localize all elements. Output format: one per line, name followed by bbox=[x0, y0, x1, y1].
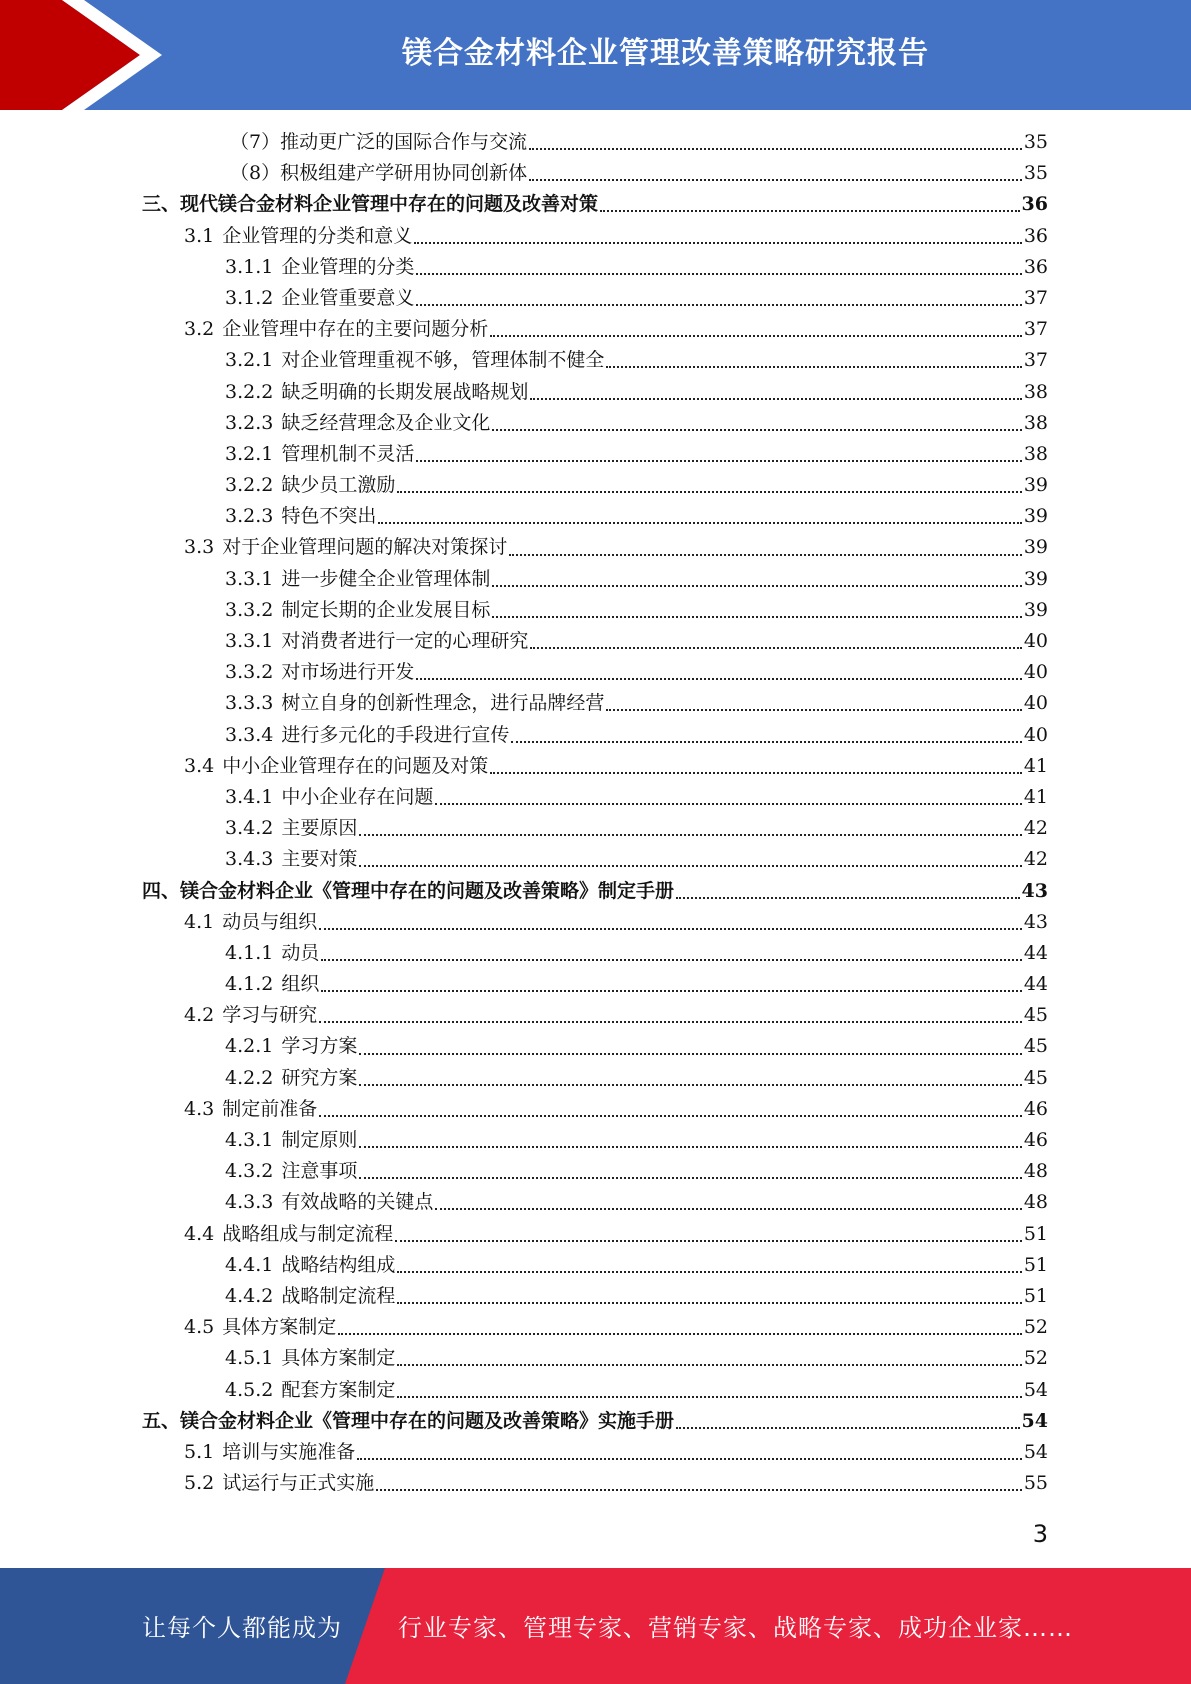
toc-entry-page: 36 bbox=[1023, 224, 1048, 247]
toc-entry-page: 37 bbox=[1023, 349, 1048, 372]
toc-entry-number: 3.4.2 bbox=[225, 817, 274, 840]
toc-entry-page: 46 bbox=[1023, 1097, 1048, 1120]
toc-entry-title: 企业管理中存在的主要问题分析 bbox=[222, 318, 489, 341]
toc-entry-title: 培训与实施准备 bbox=[222, 1440, 356, 1463]
toc-entry-page: 39 bbox=[1023, 598, 1048, 621]
toc-entry-number: 4.1.2 bbox=[225, 973, 274, 996]
toc-entry-number: 4.3 bbox=[184, 1097, 215, 1120]
toc-leader-dots bbox=[490, 334, 1022, 337]
toc-entry-label bbox=[184, 751, 488, 782]
toc-entry[interactable] bbox=[142, 532, 1048, 563]
toc-leader-dots bbox=[606, 365, 1021, 368]
toc-entry[interactable] bbox=[142, 1250, 1048, 1281]
toc-entry[interactable] bbox=[142, 657, 1048, 688]
toc-entry[interactable] bbox=[142, 408, 1048, 439]
toc-entry-number: 3.3.2 bbox=[225, 598, 274, 621]
toc-entry[interactable] bbox=[142, 782, 1048, 813]
toc-entry-number: 3.4.1 bbox=[225, 785, 274, 808]
toc-entry-page: 52 bbox=[1023, 1347, 1048, 1370]
toc-entry-page: 51 bbox=[1023, 1284, 1048, 1307]
toc-entry-title: 具体方案制定 bbox=[281, 1347, 396, 1370]
toc-entry-number: 4.4.1 bbox=[225, 1253, 274, 1276]
toc-entry[interactable] bbox=[142, 252, 1048, 283]
toc-entry-label bbox=[225, 782, 433, 813]
toc-entry-title: 组织 bbox=[281, 973, 320, 996]
toc-entry-title: 制定长期的企业发展目标 bbox=[281, 598, 491, 621]
toc-entry-title: 注意事项 bbox=[281, 1160, 358, 1183]
toc-entry[interactable] bbox=[142, 1219, 1048, 1250]
toc-entry[interactable] bbox=[142, 688, 1048, 719]
toc-entry[interactable] bbox=[142, 876, 1048, 907]
toc-entry[interactable] bbox=[142, 1312, 1048, 1343]
toc-entry-number: 4.5.1 bbox=[225, 1347, 274, 1370]
toc-entry-title: 缺乏明确的长期发展战略规划 bbox=[281, 380, 529, 403]
toc-entry-number: 3.2.2 bbox=[225, 474, 274, 497]
toc-entry-label bbox=[225, 439, 414, 470]
toc-entry-label bbox=[225, 1063, 357, 1094]
toc-entry-label bbox=[184, 1219, 393, 1250]
toc-entry-number: 五、 bbox=[142, 1409, 181, 1432]
toc-entry-title: 学习方案 bbox=[281, 1035, 358, 1058]
toc-entry-label bbox=[225, 688, 604, 719]
toc-entry-page: 42 bbox=[1023, 848, 1048, 871]
toc-entry-title: 中小企业存在问题 bbox=[281, 785, 434, 808]
toc-entry-title: 进行多元化的手段进行宣传 bbox=[281, 723, 510, 746]
toc-entry-number: 3.2.2 bbox=[225, 380, 274, 403]
toc-entry-page: 44 bbox=[1023, 941, 1048, 964]
toc-leader-dots bbox=[397, 1363, 1021, 1366]
toc-leader-dots bbox=[676, 896, 1020, 899]
toc-entry-number: 3.4.3 bbox=[225, 848, 274, 871]
toc-entry[interactable] bbox=[142, 1406, 1048, 1437]
toc-entry-page: 39 bbox=[1023, 505, 1048, 528]
toc-entry[interactable] bbox=[142, 501, 1048, 532]
toc-leader-dots bbox=[416, 272, 1021, 275]
toc-entry-number: 3.3.1 bbox=[225, 630, 274, 652]
toc-entry-label bbox=[225, 345, 604, 376]
report-title: 镁合金材料企业管理改善策略研究报告 bbox=[402, 36, 929, 71]
toc-leader-dots bbox=[395, 1239, 1022, 1242]
toc-leader-dots bbox=[530, 397, 1021, 400]
toc-entry-label bbox=[225, 938, 319, 969]
toc-leader-dots bbox=[359, 1083, 1021, 1086]
toc-entry-number: 4.1 bbox=[184, 910, 215, 933]
toc-entry-number: 3.3.3 bbox=[225, 692, 274, 715]
toc-entry[interactable] bbox=[142, 1437, 1048, 1468]
toc-entry-title: 特色不突出 bbox=[281, 505, 377, 528]
toc-leader-dots bbox=[319, 1020, 1022, 1023]
toc-entry-number: 4.2.2 bbox=[225, 1066, 274, 1089]
toc-leader-dots bbox=[359, 1052, 1021, 1055]
toc-entry-number: 3.3.1 bbox=[225, 567, 274, 590]
toc-entry-number: 四、 bbox=[142, 879, 181, 902]
toc-entry-page: 37 bbox=[1023, 318, 1048, 341]
page-footer bbox=[0, 1568, 1191, 1684]
toc-entry-label bbox=[225, 1375, 395, 1406]
toc-entry-label bbox=[142, 1406, 674, 1437]
toc-entry-title: 镁合金材料企业《管理中存在的问题及改善策略》制定手册 bbox=[180, 879, 675, 902]
toc-entry-page: 54 bbox=[1023, 1440, 1048, 1463]
toc-entry[interactable] bbox=[142, 1000, 1048, 1031]
toc-entry-number: 3.3.4 bbox=[225, 723, 274, 746]
toc-entry[interactable] bbox=[142, 314, 1048, 345]
toc-entry-page: 44 bbox=[1023, 973, 1048, 996]
toc-entry-number: 3.3.2 bbox=[225, 661, 274, 684]
toc-leader-dots bbox=[359, 833, 1021, 836]
toc-entry[interactable] bbox=[142, 751, 1048, 782]
toc-entry-page: 46 bbox=[1023, 1129, 1048, 1151]
toc-entry-page: 55 bbox=[1023, 1472, 1048, 1495]
toc-entry[interactable] bbox=[142, 595, 1048, 626]
toc-entry-number: 三、 bbox=[142, 193, 181, 216]
toc-leader-dots bbox=[492, 615, 1021, 618]
toc-entry-page: 38 bbox=[1023, 442, 1048, 465]
toc-entry-number: 3.4 bbox=[184, 754, 215, 777]
toc-leader-dots bbox=[321, 958, 1021, 961]
toc-entry-title: 制定原则 bbox=[281, 1129, 358, 1151]
toc-leader-dots bbox=[492, 584, 1021, 587]
toc-leader-dots bbox=[376, 1488, 1022, 1491]
toc-leader-dots bbox=[359, 864, 1021, 867]
toc-entry-page: 54 bbox=[1023, 1378, 1048, 1401]
toc-entry-label bbox=[225, 813, 357, 844]
toc-entry-title: 战略制定流程 bbox=[281, 1284, 396, 1307]
toc-entry-label bbox=[184, 1468, 374, 1499]
toc-entry[interactable] bbox=[142, 1063, 1048, 1094]
toc-leader-dots bbox=[606, 708, 1021, 711]
toc-entry-number: 4.4 bbox=[184, 1222, 215, 1245]
toc-leader-dots bbox=[530, 646, 1021, 649]
toc-entry-page: 48 bbox=[1023, 1191, 1048, 1214]
toc-entry-title: 主要原因 bbox=[281, 817, 358, 840]
toc-entry-page: 45 bbox=[1023, 1004, 1048, 1027]
toc-leader-dots bbox=[359, 1145, 1021, 1148]
toc-entry-label bbox=[225, 1250, 395, 1281]
toc-leader-dots bbox=[416, 459, 1021, 462]
toc-entry-title: 动员 bbox=[281, 941, 320, 964]
toc-entry-label bbox=[225, 1031, 357, 1062]
toc-entry-number: 3.1 bbox=[184, 224, 215, 247]
page-number: 3 bbox=[1032, 1520, 1048, 1548]
toc-entry-label bbox=[184, 314, 488, 345]
toc-entry-label bbox=[142, 189, 598, 220]
toc-entry-title: 树立自身的创新性理念，进行品牌经营 bbox=[281, 692, 605, 715]
toc-entry-page: 37 bbox=[1023, 286, 1048, 309]
toc-entry-title: 制定前准备 bbox=[222, 1097, 318, 1120]
toc-entry[interactable] bbox=[142, 189, 1048, 220]
toc-entry[interactable] bbox=[142, 439, 1048, 470]
toc-entry-number: 3.2.3 bbox=[225, 505, 274, 528]
toc-entry-page: 40 bbox=[1023, 723, 1048, 746]
toc-entry-number: 3.1.1 bbox=[225, 255, 274, 278]
toc-entry-page: 41 bbox=[1023, 754, 1048, 777]
toc-entry-label bbox=[230, 158, 527, 189]
toc-entry[interactable] bbox=[142, 1187, 1048, 1218]
toc-entry-label bbox=[225, 1281, 395, 1312]
toc-entry-label bbox=[225, 720, 509, 751]
toc-entry[interactable] bbox=[142, 969, 1048, 1000]
toc-entry-number: 3.2 bbox=[184, 318, 215, 341]
toc-leader-dots bbox=[676, 1426, 1020, 1429]
toc-entry-page: 40 bbox=[1023, 692, 1048, 715]
page-header bbox=[0, 0, 1191, 110]
toc-entry-page: 54 bbox=[1021, 1409, 1048, 1432]
toc-entry-page: 39 bbox=[1023, 567, 1048, 590]
toc-leader-dots bbox=[414, 241, 1022, 244]
toc-entry-title: 对于企业管理问题的解决对策探讨 bbox=[222, 536, 508, 559]
toc-entry-number: 5.2 bbox=[184, 1472, 215, 1495]
toc-entry[interactable] bbox=[142, 470, 1048, 501]
toc-entry-title: 对市场进行开发 bbox=[281, 661, 415, 684]
toc-entry-page: 39 bbox=[1023, 474, 1048, 497]
toc-entry-title: 研究方案 bbox=[281, 1066, 358, 1089]
footer-slogan-left: 让每个人都能成为 bbox=[142, 1614, 342, 1642]
toc-leader-dots bbox=[321, 989, 1021, 992]
toc-entry-label bbox=[225, 657, 414, 688]
toc-entry-page: 51 bbox=[1023, 1253, 1048, 1276]
toc-entry-label bbox=[184, 1437, 355, 1468]
toc-entry-page: 51 bbox=[1023, 1222, 1048, 1245]
toc-entry[interactable] bbox=[142, 626, 1048, 657]
toc-entry[interactable] bbox=[142, 1156, 1048, 1187]
toc-entry-title: 企业管重要意义 bbox=[281, 286, 415, 309]
toc-entry-page: 43 bbox=[1021, 879, 1048, 902]
toc-entry[interactable] bbox=[142, 345, 1048, 376]
toc-entry-number: （8） bbox=[230, 162, 281, 185]
toc-entry-label bbox=[225, 595, 490, 626]
toc-entry[interactable] bbox=[142, 1031, 1048, 1062]
toc-entry[interactable] bbox=[142, 221, 1048, 252]
toc-entry[interactable] bbox=[142, 1468, 1048, 1499]
toc-entry-label bbox=[225, 283, 414, 314]
toc-entry[interactable] bbox=[142, 377, 1048, 408]
toc-entry-label bbox=[225, 1187, 433, 1218]
toc-entry-label bbox=[225, 564, 490, 595]
toc-entry-title: 具体方案制定 bbox=[222, 1316, 337, 1339]
toc-entry[interactable] bbox=[142, 1281, 1048, 1312]
toc-entry-title: 缺少员工激励 bbox=[281, 474, 396, 497]
toc-leader-dots bbox=[416, 677, 1021, 680]
toc-entry-number: （7） bbox=[230, 131, 281, 153]
toc-entry-label bbox=[225, 252, 414, 283]
toc-entry-title: 战略组成与制定流程 bbox=[222, 1222, 394, 1245]
toc-leader-dots bbox=[338, 1332, 1022, 1335]
toc-leader-dots bbox=[435, 802, 1021, 805]
toc-entry[interactable] bbox=[142, 844, 1048, 875]
toc-entry-title: 进一步健全企业管理体制 bbox=[281, 567, 491, 590]
toc-entry-label bbox=[225, 969, 319, 1000]
toc-entry[interactable] bbox=[142, 907, 1048, 938]
toc-entry[interactable] bbox=[142, 1125, 1048, 1156]
toc-entry-number: 4.1.1 bbox=[225, 941, 274, 964]
toc-leader-dots bbox=[416, 303, 1021, 306]
toc-entry-page: 38 bbox=[1023, 411, 1048, 434]
toc-entry-label bbox=[225, 377, 528, 408]
toc-entry-number: 4.2 bbox=[184, 1004, 215, 1027]
toc-entry-label bbox=[225, 1156, 357, 1187]
toc-entry-label bbox=[184, 907, 317, 938]
toc-entry-title: 积极组建产学研用协同创新体 bbox=[280, 162, 528, 185]
toc-leader-dots bbox=[492, 428, 1021, 431]
toc-leader-dots bbox=[490, 771, 1022, 774]
toc-entry-title: 主要对策 bbox=[281, 848, 358, 871]
toc-entry-number: 5.1 bbox=[184, 1440, 215, 1463]
toc-entry-title: 管理机制不灵活 bbox=[281, 442, 415, 465]
toc-leader-dots bbox=[397, 1301, 1021, 1304]
toc-entry-number: 3.2.1 bbox=[225, 349, 274, 372]
toc-entry[interactable] bbox=[142, 283, 1048, 314]
toc-entry[interactable] bbox=[142, 813, 1048, 844]
toc-entry-title: 试运行与正式实施 bbox=[222, 1472, 375, 1495]
toc-entry-title: 学习与研究 bbox=[222, 1004, 318, 1027]
toc-entry[interactable] bbox=[142, 158, 1048, 189]
toc-entry-number: 4.4.2 bbox=[225, 1284, 274, 1307]
toc-entry-label bbox=[225, 844, 357, 875]
toc-entry-label bbox=[184, 1312, 336, 1343]
toc-entry-label bbox=[225, 626, 528, 657]
toc-entry-page: 42 bbox=[1023, 817, 1048, 840]
toc-entry-page: 40 bbox=[1023, 661, 1048, 684]
toc-entry-number: 4.3.3 bbox=[225, 1191, 274, 1214]
toc-entry-page: 40 bbox=[1023, 630, 1048, 652]
toc-entry-title: 对企业管理重视不够，管理体制不健全 bbox=[281, 349, 605, 372]
toc-entry-label bbox=[230, 127, 527, 158]
toc-entry-title: 动员与组织 bbox=[222, 910, 318, 933]
toc-leader-dots bbox=[359, 1176, 1021, 1179]
toc-entry-title: 企业管理的分类和意义 bbox=[222, 224, 413, 247]
toc-entry-title: 镁合金材料企业《管理中存在的问题及改善策略》实施手册 bbox=[180, 1409, 675, 1432]
toc-entry-label bbox=[184, 1094, 317, 1125]
toc-entry[interactable] bbox=[142, 1375, 1048, 1406]
toc-entry[interactable] bbox=[142, 564, 1048, 595]
toc-entry-label bbox=[225, 408, 490, 439]
toc-entry-title: 缺乏经营理念及企业文化 bbox=[281, 411, 491, 434]
toc-entry[interactable] bbox=[142, 1343, 1048, 1374]
toc-entry[interactable] bbox=[142, 720, 1048, 751]
toc-entry-number: 4.3.2 bbox=[225, 1160, 274, 1183]
toc-entry-label bbox=[225, 1343, 395, 1374]
toc-entry[interactable] bbox=[142, 127, 1048, 158]
toc-entry-number: 3.2.1 bbox=[225, 442, 274, 465]
toc-leader-dots bbox=[397, 1395, 1021, 1398]
toc-entry-number: 3.2.3 bbox=[225, 411, 274, 434]
toc-entry-number: 4.2.1 bbox=[225, 1035, 274, 1058]
toc-entry-number: 4.5.2 bbox=[225, 1378, 274, 1401]
toc-entry-title: 战略结构组成 bbox=[281, 1253, 396, 1276]
toc-entry-title: 对消费者进行一定的心理研究 bbox=[281, 630, 529, 652]
toc-entry-label bbox=[142, 876, 674, 907]
toc-entry[interactable] bbox=[142, 1094, 1048, 1125]
toc-leader-dots bbox=[435, 1207, 1021, 1210]
toc-entry-page: 35 bbox=[1023, 162, 1048, 185]
toc-entry-title: 中小企业管理存在的问题及对策 bbox=[222, 754, 489, 777]
toc-entry-page: 43 bbox=[1023, 910, 1048, 933]
toc-entry-page: 52 bbox=[1023, 1316, 1048, 1339]
toc-entry-label bbox=[225, 470, 395, 501]
footer-slogan-right: 行业专家、管理专家、营销专家、战略专家、成功企业家…… bbox=[398, 1614, 1073, 1642]
toc-entry-title: 有效战略的关键点 bbox=[281, 1191, 434, 1214]
toc-leader-dots bbox=[529, 147, 1022, 150]
toc-entry-page: 45 bbox=[1023, 1035, 1048, 1058]
toc-entry-label bbox=[184, 1000, 317, 1031]
toc-entry-page: 35 bbox=[1023, 131, 1048, 153]
toc-entry-page: 38 bbox=[1023, 380, 1048, 403]
table-of-contents bbox=[142, 127, 1048, 1499]
toc-leader-dots bbox=[397, 490, 1021, 493]
toc-entry-page: 39 bbox=[1023, 536, 1048, 559]
toc-entry-page: 41 bbox=[1023, 785, 1048, 808]
toc-leader-dots bbox=[357, 1457, 1022, 1460]
toc-leader-dots bbox=[319, 927, 1022, 930]
toc-entry-number: 3.1.2 bbox=[225, 286, 274, 309]
toc-entry-page: 48 bbox=[1023, 1160, 1048, 1183]
toc-entry[interactable] bbox=[142, 938, 1048, 969]
toc-leader-dots bbox=[397, 1270, 1021, 1273]
toc-entry-page: 36 bbox=[1023, 255, 1048, 278]
toc-entry-label bbox=[184, 221, 412, 252]
toc-leader-dots bbox=[529, 178, 1022, 181]
toc-entry-number: 4.3.1 bbox=[225, 1129, 274, 1151]
toc-leader-dots bbox=[511, 740, 1021, 743]
toc-entry-title: 现代镁合金材料企业管理中存在的问题及改善对策 bbox=[180, 193, 599, 216]
toc-entry-title: 配套方案制定 bbox=[281, 1378, 396, 1401]
toc-entry-page: 45 bbox=[1023, 1066, 1048, 1089]
toc-entry-label bbox=[225, 501, 376, 532]
toc-entry-label bbox=[225, 1125, 357, 1156]
toc-entry-title: 推动更广泛的国际合作与交流 bbox=[280, 131, 528, 153]
toc-leader-dots bbox=[378, 521, 1021, 524]
toc-leader-dots bbox=[600, 209, 1020, 212]
toc-entry-page: 36 bbox=[1021, 193, 1048, 216]
toc-leader-dots bbox=[509, 553, 1022, 556]
toc-leader-dots bbox=[319, 1114, 1022, 1117]
toc-entry-number: 4.5 bbox=[184, 1316, 215, 1339]
toc-entry-number: 3.3 bbox=[184, 536, 215, 559]
toc-entry-label bbox=[184, 532, 507, 563]
toc-entry-title: 企业管理的分类 bbox=[281, 255, 415, 278]
